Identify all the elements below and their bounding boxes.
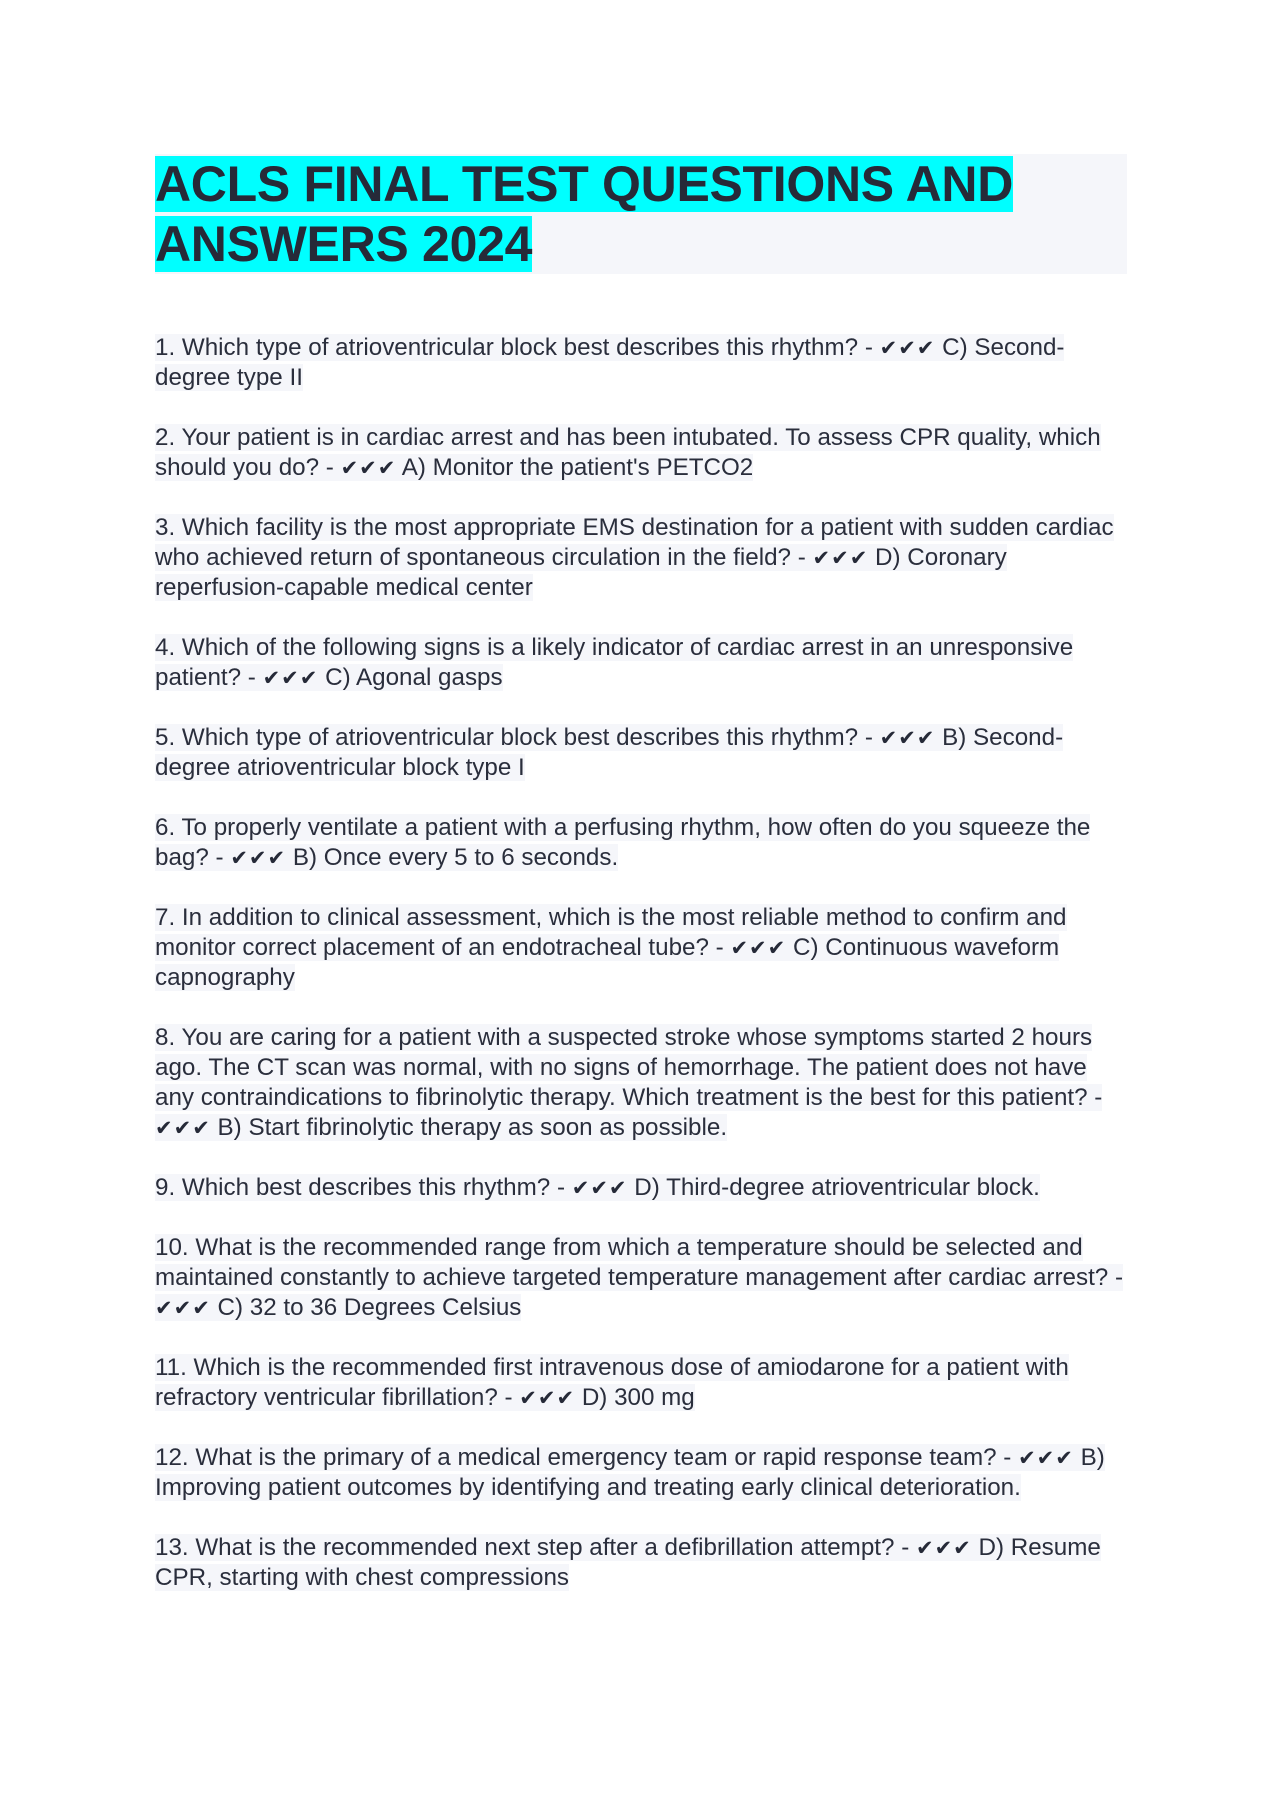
answer-text: B) Second-degree atrioventricular block type I [155, 724, 1064, 781]
separator: - [319, 454, 341, 481]
answer-text: D) Coronary reperfusion-capable medical center [155, 544, 1007, 601]
check-icon: ✔✔✔ [915, 1536, 972, 1560]
check-icon: ✔✔✔ [812, 546, 869, 570]
answer-text: C) 32 to 36 Degrees Celsius [217, 1294, 522, 1321]
question-text: 9. Which best describes this rhythm? [155, 1174, 551, 1201]
title-highlight: ACLS FINAL TEST QUESTIONS AND ANSWERS 2024 [155, 156, 1013, 272]
title-block [155, 154, 1127, 274]
answer-text: D) Third-degree atrioventricular block. [634, 1174, 1040, 1201]
separator: - [497, 1384, 520, 1411]
qa-item [155, 333, 1127, 393]
question-text: 4. Which of the following signs is a likely indicator of cardiac arrest in an unresponsive patient? [155, 634, 1074, 691]
question-text: 8. You are caring for a patient with a suspected stroke whose symptoms started 2 hours ago. The CT scan was normal, with no signs of hemorrhage. The patient does not have any contraindications to fibrinolytic therapy. Which treatment is the best for this patient? [155, 1024, 1093, 1111]
check-icon: ✔✔✔ [340, 456, 397, 480]
answer-text: B) Start fibrinolytic therapy as soon as possible. [217, 1114, 728, 1141]
question-text: 10. What is the recommended range from which a temperature should be selected and maintained constantly to achieve targeted temperature management after cardiac arrest? [155, 1234, 1109, 1291]
answer-text: B) Improving patient outcomes by identifying and treating early clinical deterioration. [155, 1444, 1105, 1501]
answer-text: D) Resume CPR, starting with chest compressions [155, 1534, 1101, 1591]
qa-item [155, 513, 1127, 603]
separator: - [208, 844, 231, 871]
qa-list [155, 333, 1127, 1593]
check-icon: ✔✔✔ [230, 846, 287, 870]
check-icon: ✔✔✔ [262, 666, 319, 690]
qa-item [155, 633, 1127, 693]
answer-text: A) Monitor the patient's PETCO2 [401, 454, 754, 481]
answer-text: C) Continuous waveform capnography [155, 934, 1060, 991]
separator: - [1108, 1264, 1124, 1291]
qa-item [155, 723, 1127, 783]
question-text: 12. What is the primary of a medical emergency team or rapid response team? [155, 1444, 997, 1471]
document-page [155, 154, 1127, 1623]
qa-item [155, 1023, 1127, 1143]
question-text: 1. Which type of atrioventricular block best describes this rhythm? [155, 334, 859, 361]
check-icon: ✔✔✔ [519, 1386, 576, 1410]
question-text: 5. Which type of atrioventricular block best describes this rhythm? [155, 724, 859, 751]
answer-text: C) Agonal gasps [325, 664, 503, 691]
qa-item [155, 1233, 1127, 1323]
question-text: 7. In addition to clinical assessment, which is the most reliable method to confirm and monitor correct placement of an endotracheal tube? [155, 904, 1067, 961]
answer-text: C) Second-degree type II [155, 334, 1065, 391]
qa-item [155, 903, 1127, 993]
separator: - [708, 934, 731, 961]
question-text: 13. What is the recommended next step after a defibrillation attempt? [155, 1534, 895, 1561]
separator: - [858, 334, 880, 361]
qa-item [155, 813, 1127, 873]
qa-item [155, 1353, 1127, 1413]
question-text: 11. Which is the recommended first intravenous dose of amiodarone for a patient with refractory ventricular fibrillation? [155, 1354, 1069, 1411]
check-icon: ✔✔✔ [879, 726, 936, 750]
separator: - [1087, 1084, 1103, 1111]
separator: - [550, 1174, 572, 1201]
check-icon: ✔✔✔ [1018, 1446, 1074, 1470]
separator: - [858, 724, 880, 751]
check-icon: ✔✔✔ [571, 1176, 628, 1200]
question-text: 6. To properly ventilate a patient with a perfusing rhythm, how often do you squeeze the bag? [155, 814, 1091, 871]
page-title [155, 154, 1127, 274]
answer-text: D) 300 mg [581, 1384, 695, 1411]
separator: - [894, 1534, 916, 1561]
check-icon: ✔✔✔ [155, 1116, 211, 1140]
check-icon: ✔✔✔ [879, 336, 936, 360]
check-icon: ✔✔✔ [730, 936, 787, 960]
question-text: 3. Which facility is the most appropriate EMS destination for a patient with sudden cardiac who achieved return of spontaneous circulation in the field? [155, 514, 1114, 571]
qa-item [155, 1533, 1127, 1593]
qa-item [155, 1443, 1127, 1503]
qa-item [155, 1173, 1127, 1203]
separator: - [241, 664, 263, 691]
qa-item [155, 423, 1127, 483]
separator: - [791, 544, 813, 571]
separator: - [996, 1444, 1019, 1471]
check-icon: ✔✔✔ [155, 1296, 211, 1320]
answer-text: B) Once every 5 to 6 seconds. [292, 844, 619, 871]
question-text: 2. Your patient is in cardiac arrest and has been intubated. To assess CPR quality, which should you do? [155, 424, 1101, 481]
